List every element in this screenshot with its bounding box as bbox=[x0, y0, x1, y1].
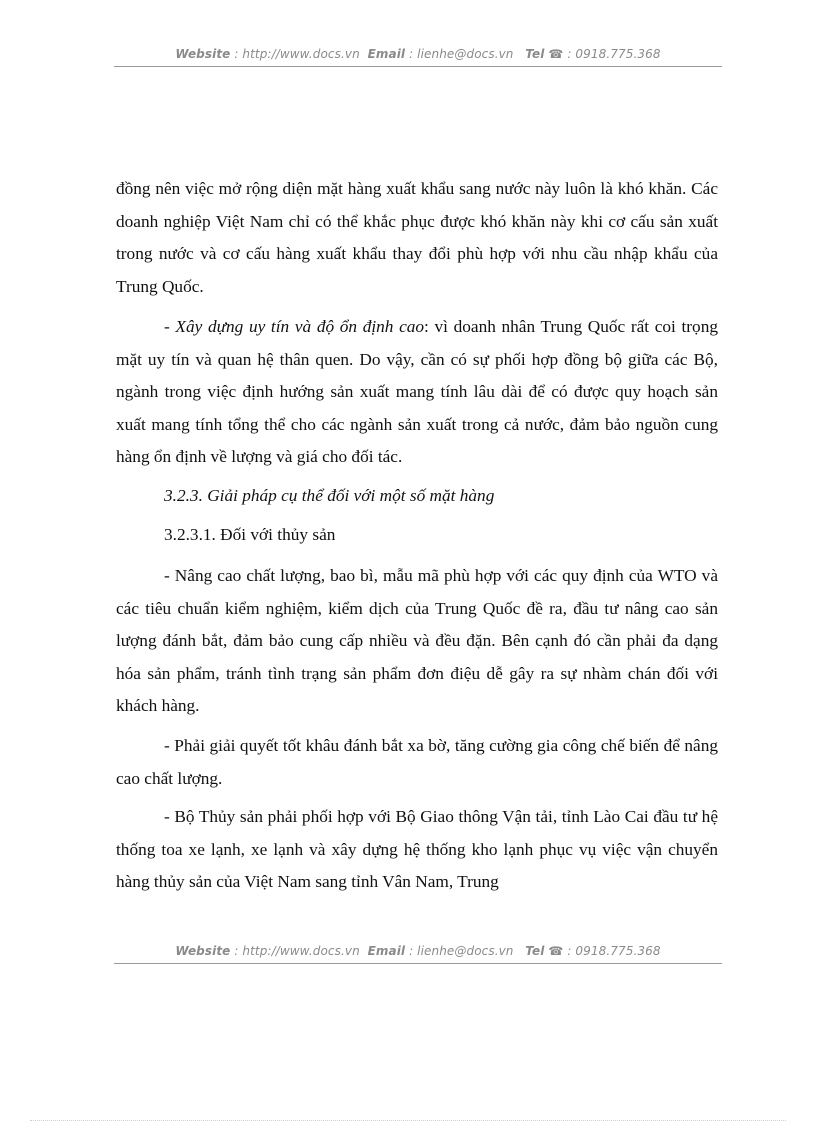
phone-icon: ☎ bbox=[548, 47, 564, 61]
header-email-label: Email bbox=[367, 47, 406, 61]
header-email-link[interactable]: lienhe@docs.vn bbox=[417, 47, 514, 61]
paragraph-4: - Phải giải quyết tốt khâu đánh bắt xa bờ, tăng cường gia công chế biến để nâng cao chất lượng. bbox=[116, 736, 718, 788]
paragraph-3: - Nâng cao chất lượng, bao bì, mẫu mã phù hợp với các quy định của WTO và các tiêu chuẩn kiểm nghiệm, kiểm dịch của Trung Quốc đề ra, đầu tư nâng cao sản lượng đánh bắt, đảm bảo cung cấp nhiều và đều đặn. Bên cạnh đó cần phải đa dạng hóa sản phẩm, tránh tình trạng sản phẩm đơn điệu dễ gây ra sự nhàm chán đối với khách hàng. bbox=[116, 566, 718, 715]
paragraph-2-emphasis: Xây dựng uy tín và độ ổn định cao bbox=[175, 317, 425, 336]
paragraph-1: đồng nên việc mở rộng diện mặt hàng xuất khẩu sang nước này luôn là khó khăn. Các doanh nghiệp Việt Nam chỉ có thể khắc phục được khó khăn này khi cơ cấu sản xuất trong nước và cơ cấu hàng xuất khẩu thay đổi phù hợp với nhu cầu nhập khẩu của Trung Quốc. bbox=[116, 179, 718, 296]
phone-icon: ☎ bbox=[548, 944, 564, 958]
header-website-link[interactable]: http://www.docs.vn bbox=[242, 47, 360, 61]
footer-rule bbox=[114, 963, 722, 964]
header-website-label: Website bbox=[175, 47, 231, 61]
footer-website-link[interactable]: http://www.docs.vn bbox=[242, 944, 360, 958]
page-header: Website : http://www.docs.vn Email : lienhe@docs.vn Tel ☎ : 0918.775.368 bbox=[175, 47, 661, 61]
footer-tel-value: : 0918.775.368 bbox=[563, 944, 661, 958]
paragraph-2: - Xây dựng uy tín và độ ổn định cao: vì doanh nhân Trung Quốc rất coi trọng mặt uy tín và quan hệ thân quen. Do vậy, cần có sự phối hợp đồng bộ giữa các Bộ, ngành trong việc định hướng sản xuất mang tính lâu dài để có được quy hoạch sản xuất mang tính tổng thể cho các ngành sản xuất trong cả nước, đảm bảo nguồn cung hàng ổn định về lượng và giá cho đối tác. bbox=[116, 317, 718, 466]
header-rule bbox=[114, 66, 722, 67]
footer-website-label: Website bbox=[175, 944, 231, 958]
subsection-heading-3-2-3-1: 3.2.3.1. Đối với thủy sản bbox=[164, 525, 336, 544]
footer-tel-label: Tel bbox=[525, 944, 545, 958]
header-tel-value: : 0918.775.368 bbox=[563, 47, 661, 61]
footer-email-link[interactable]: lienhe@docs.vn bbox=[417, 944, 514, 958]
footer-email-label: Email bbox=[367, 944, 406, 958]
page-footer: Website : http://www.docs.vn Email : lienhe@docs.vn Tel ☎ : 0918.775.368 bbox=[175, 944, 661, 958]
header-tel-label: Tel bbox=[525, 47, 545, 61]
paragraph-5: - Bộ Thủy sản phải phối hợp với Bộ Giao thông Vận tải, tỉnh Lào Cai đầu tư hệ thống toa xe lạnh, xe lạnh và xây dựng hệ thống kho lạnh phục vụ việc vận chuyển hàng thủy sản của Việt Nam sang tỉnh Vân Nam, Trung bbox=[116, 807, 718, 891]
section-heading-3-2-3: 3.2.3. Giải pháp cụ thể đối với một số mặt hàng bbox=[164, 486, 495, 505]
page-bottom-divider bbox=[30, 1120, 786, 1121]
